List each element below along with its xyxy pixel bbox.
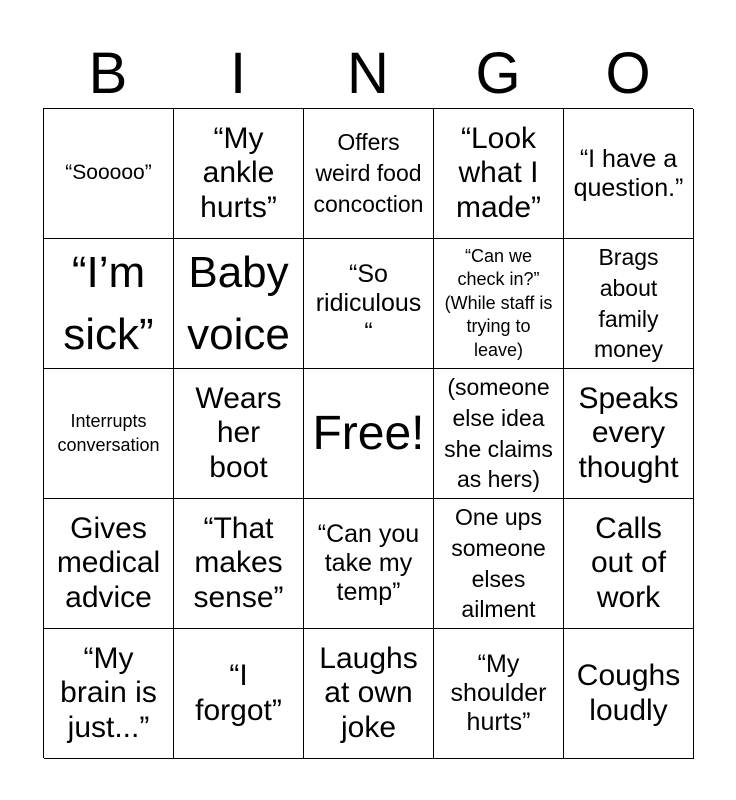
bingo-cell[interactable] (44, 499, 174, 629)
bingo-cell[interactable] (434, 369, 564, 499)
cell-text: “Sooooo” (65, 161, 152, 185)
bingo-cell[interactable] (564, 239, 694, 369)
bingo-cell[interactable] (434, 239, 564, 369)
cell-text: “So ridiculous “ (315, 260, 422, 346)
bingo-cell[interactable] (304, 239, 434, 369)
bingo-cell[interactable] (174, 369, 304, 499)
cell-text: Baby voice (187, 247, 290, 359)
bingo-cell[interactable] (564, 369, 694, 499)
cell-text: One ups someone elses ailment (451, 503, 546, 623)
cell-text: Laughs at own joke (319, 641, 418, 744)
cell-text: “That makes sense” (193, 511, 284, 614)
cell-text: Interrupts conversation (57, 411, 160, 455)
bingo-cell[interactable] (174, 629, 304, 759)
cell-text: Coughs loudly (576, 659, 681, 727)
bingo-cell[interactable] (174, 499, 304, 629)
cell-text: Gives medical advice (56, 511, 161, 614)
cell-text: Wears her boot (195, 381, 282, 484)
bingo-cell[interactable] (434, 109, 564, 239)
header-letter-i: I (229, 41, 247, 106)
bingo-cell[interactable] (174, 239, 304, 369)
bingo-board (43, 108, 693, 758)
cell-text: Speaks every thought (578, 381, 679, 484)
cell-text: “I have a question.” (573, 144, 684, 202)
header-letter-o: O (605, 41, 651, 106)
free-space-cell[interactable] (304, 369, 434, 499)
bingo-header (43, 40, 693, 108)
cell-text: “My shoulder hurts” (450, 650, 547, 736)
cell-text: (someone else idea she claims as hers) (444, 373, 553, 493)
cell-text: “I’m sick” (63, 247, 154, 359)
bingo-cell[interactable] (44, 629, 174, 759)
bingo-cell[interactable] (564, 499, 694, 629)
cell-text: “Can we check in?” (While staff is trying to leave) (444, 246, 553, 360)
cell-text: “My ankle hurts” (200, 121, 277, 224)
bingo-cell[interactable] (44, 369, 174, 499)
bingo-cell[interactable] (564, 629, 694, 759)
cell-text: Offers weird food concoction (313, 129, 424, 217)
cell-text: “I forgot” (195, 659, 282, 727)
bingo-cell[interactable] (434, 629, 564, 759)
cell-text: Brags about family money (593, 243, 664, 363)
free-space-text: Free! (312, 406, 425, 460)
cell-text: “Can you take my temp” (317, 520, 420, 606)
bingo-cell[interactable] (304, 109, 434, 239)
cell-text: “Look what I made” (455, 121, 542, 224)
header-letter-b: B (88, 41, 128, 106)
bingo-cell[interactable] (304, 499, 434, 629)
header-letter-g: G (475, 41, 521, 106)
bingo-cell[interactable] (304, 629, 434, 759)
bingo-cell[interactable] (174, 109, 304, 239)
bingo-cell[interactable] (44, 109, 174, 239)
bingo-cell[interactable] (564, 109, 694, 239)
header-letter-n: N (347, 41, 389, 106)
bingo-cell[interactable] (434, 499, 564, 629)
cell-text: Calls out of work (590, 511, 667, 614)
bingo-cell[interactable] (44, 239, 174, 369)
cell-text: “My brain is just...” (60, 641, 157, 744)
